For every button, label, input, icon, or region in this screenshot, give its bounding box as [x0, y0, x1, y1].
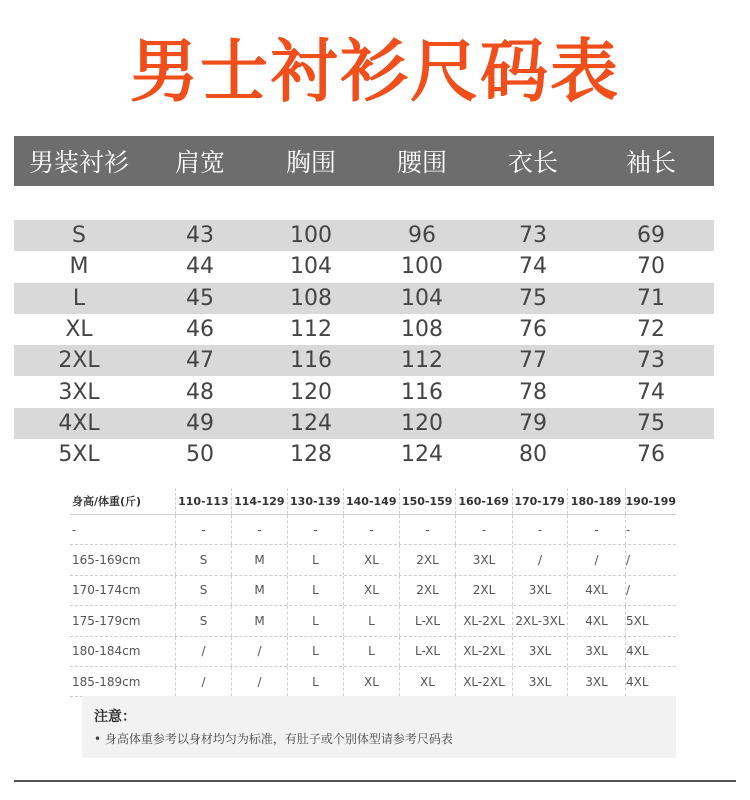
fit-size-cell: - — [568, 515, 626, 544]
fit-size-cell: / — [176, 637, 232, 666]
size-table-row — [14, 283, 714, 314]
fit-size-cell: S — [176, 576, 232, 605]
size-value-cell: 47 — [186, 348, 214, 374]
fit-header-cell: 160-169 — [456, 488, 513, 514]
fit-size-cell: 2XL-3XL — [513, 606, 568, 635]
fit-size-cell: 4XL — [568, 576, 626, 605]
fit-size-cell: 3XL — [513, 637, 568, 666]
size-value-cell: 50 — [186, 442, 214, 468]
size-value-cell: 128 — [290, 442, 332, 468]
size-value-cell: 96 — [408, 223, 436, 249]
size-value-cell: 69 — [637, 223, 665, 249]
fit-size-cell: L — [288, 576, 344, 605]
fit-size-cell: XL-2XL — [456, 667, 513, 696]
size-value-cell: 116 — [290, 348, 332, 374]
fit-size-cell: L — [344, 637, 400, 666]
size-value-cell: 73 — [637, 348, 665, 374]
fit-size-cell: 2XL — [400, 576, 456, 605]
fit-size-cell: 4XL — [626, 674, 649, 689]
fit-header-cell: 身高/体重(斤) — [70, 488, 176, 514]
size-value-cell: 124 — [401, 442, 443, 468]
size-value-cell: 112 — [401, 348, 443, 374]
fit-size-cell: M — [232, 576, 288, 605]
height-cell: 185-189cm — [70, 667, 176, 696]
size-value-cell: 71 — [637, 285, 665, 311]
size-value-cell: 49 — [186, 410, 214, 436]
size-value-cell: 116 — [401, 379, 443, 405]
fit-size-cell: 3XL — [456, 545, 513, 574]
page-title: 男士衬衫尺码表 — [129, 33, 620, 112]
fit-size-cell: L — [288, 667, 344, 696]
size-label-cell: L — [72, 285, 86, 311]
fit-size-cell: - — [626, 522, 631, 537]
fit-size-cell: 3XL — [568, 637, 626, 666]
height-cell: - — [70, 515, 176, 544]
fit-size-cell: - — [176, 515, 232, 544]
fit-size-cell: - — [232, 515, 288, 544]
fit-size-cell: L — [288, 545, 344, 574]
size-table-row — [14, 439, 714, 470]
size-label-cell: S — [72, 223, 86, 249]
size-value-cell: 46 — [186, 317, 214, 343]
size-label-cell: 3XL — [58, 379, 100, 405]
fit-size-cell: XL — [344, 576, 400, 605]
fit-size-cell: - — [288, 515, 344, 544]
size-value-cell: 75 — [519, 285, 547, 311]
fit-size-cell: - — [456, 515, 513, 544]
size-label-cell: XL — [65, 317, 93, 343]
fit-table-row — [70, 606, 676, 636]
size-value-cell: 112 — [290, 317, 332, 343]
size-value-cell: 72 — [637, 317, 665, 343]
fit-size-cell: S — [176, 545, 232, 574]
fit-header-cell: 190-199 — [625, 494, 677, 508]
fit-size-cell: M — [232, 545, 288, 574]
fit-size-cell: 3XL — [513, 667, 568, 696]
size-value-cell: 76 — [637, 442, 665, 468]
header-cell: 衣长 — [507, 148, 558, 177]
size-value-cell: 44 — [186, 254, 214, 280]
fit-size-cell: - — [513, 515, 568, 544]
size-table-row — [14, 408, 714, 439]
fit-header-cell: 110-113 — [176, 488, 232, 514]
height-cell: 170-174cm — [70, 576, 176, 605]
fit-size-cell: - — [344, 515, 400, 544]
header-cell: 胸围 — [285, 148, 336, 177]
size-value-cell: 77 — [519, 348, 547, 374]
size-value-cell: 79 — [519, 410, 547, 436]
fit-size-cell: / — [626, 583, 631, 598]
fit-header-cell: 114-129 — [232, 488, 288, 514]
size-table — [14, 220, 714, 470]
size-value-cell: 108 — [290, 285, 332, 311]
fit-header-cell: 170-179 — [513, 488, 568, 514]
fit-size-cell: XL-2XL — [456, 637, 513, 666]
size-table-row — [14, 251, 714, 282]
size-value-cell: 104 — [401, 285, 443, 311]
size-table-row — [14, 220, 714, 251]
height-cell: 175-179cm — [70, 606, 176, 635]
fit-size-cell: 4XL — [626, 644, 649, 659]
size-value-cell: 48 — [186, 379, 214, 405]
fit-size-cell: XL — [344, 545, 400, 574]
header-cell: 肩宽 — [174, 148, 225, 177]
fit-header-cell: 180-189 — [568, 488, 626, 514]
fit-size-cell: - — [400, 515, 456, 544]
size-value-cell: 74 — [637, 379, 665, 405]
size-value-cell: 76 — [519, 317, 547, 343]
fit-header-cell: 150-159 — [400, 488, 456, 514]
size-value-cell: 100 — [401, 254, 443, 280]
size-label-cell: 2XL — [58, 348, 100, 374]
size-value-cell: 73 — [519, 223, 547, 249]
header-cell: 袖长 — [625, 148, 676, 177]
size-value-cell: 124 — [290, 410, 332, 436]
size-value-cell: 70 — [637, 254, 665, 280]
height-cell: 165-169cm — [70, 545, 176, 574]
header-cell: 男装衬衫 — [28, 148, 129, 177]
fit-size-cell: / — [626, 553, 631, 568]
size-label-cell: 4XL — [58, 410, 100, 436]
fit-size-cell: 5XL — [626, 613, 649, 628]
fit-size-cell: / — [232, 637, 288, 666]
size-table-row — [14, 376, 714, 407]
fit-size-cell: L — [344, 606, 400, 635]
fit-header-cell: 130-139 — [288, 488, 344, 514]
fit-size-cell: XL — [344, 667, 400, 696]
fit-size-cell: L — [288, 606, 344, 635]
notes-item: • 身高体重参考以身材均匀为标准，有肚子或个别体型请参考尺码表 — [94, 732, 453, 746]
fit-table-row — [70, 515, 676, 545]
size-value-cell: 74 — [519, 254, 547, 280]
fit-size-cell: 2XL — [456, 576, 513, 605]
fit-size-cell: XL-2XL — [456, 606, 513, 635]
fit-size-cell: M — [232, 606, 288, 635]
fit-size-cell: L-XL — [400, 637, 456, 666]
fit-size-cell: / — [176, 667, 232, 696]
size-value-cell: 43 — [186, 223, 214, 249]
size-value-cell: 45 — [186, 285, 214, 311]
size-value-cell: 120 — [401, 410, 443, 436]
size-value-cell: 120 — [290, 379, 332, 405]
fit-size-cell: 3XL — [513, 576, 568, 605]
fit-table-row — [70, 637, 676, 667]
fit-size-cell: S — [176, 606, 232, 635]
size-value-cell: 100 — [290, 223, 332, 249]
notes-title: 注意： — [94, 709, 136, 725]
fit-table-header — [70, 488, 676, 515]
fit-table-row — [70, 576, 676, 606]
fit-size-cell: 4XL — [568, 606, 626, 635]
size-label-cell: 5XL — [58, 442, 100, 468]
fit-size-cell: / — [232, 667, 288, 696]
fit-table-row — [70, 545, 676, 575]
fit-table-row — [70, 667, 676, 697]
height-cell: 180-184cm — [70, 637, 176, 666]
size-value-cell: 80 — [519, 442, 547, 468]
notes-box — [82, 696, 676, 758]
fit-size-cell: XL — [400, 667, 456, 696]
size-label-cell: M — [69, 254, 89, 280]
header-cell: 腰围 — [396, 148, 447, 177]
fit-table — [70, 488, 676, 697]
size-value-cell: 75 — [637, 410, 665, 436]
fit-size-cell: / — [568, 545, 626, 574]
fit-size-cell: L — [288, 637, 344, 666]
fit-size-cell: 3XL — [568, 667, 626, 696]
size-value-cell: 78 — [519, 379, 547, 405]
size-table-row — [14, 314, 714, 345]
fit-size-cell: L-XL — [400, 606, 456, 635]
size-value-cell: 108 — [401, 317, 443, 343]
size-value-cell: 104 — [290, 254, 332, 280]
size-table-row — [14, 345, 714, 376]
fit-header-cell: 140-149 — [344, 488, 400, 514]
divider — [14, 780, 736, 782]
size-table-cropped-row — [14, 198, 714, 214]
fit-size-cell: / — [513, 545, 568, 574]
fit-size-cell: 2XL — [400, 545, 456, 574]
size-table-header — [14, 136, 714, 186]
